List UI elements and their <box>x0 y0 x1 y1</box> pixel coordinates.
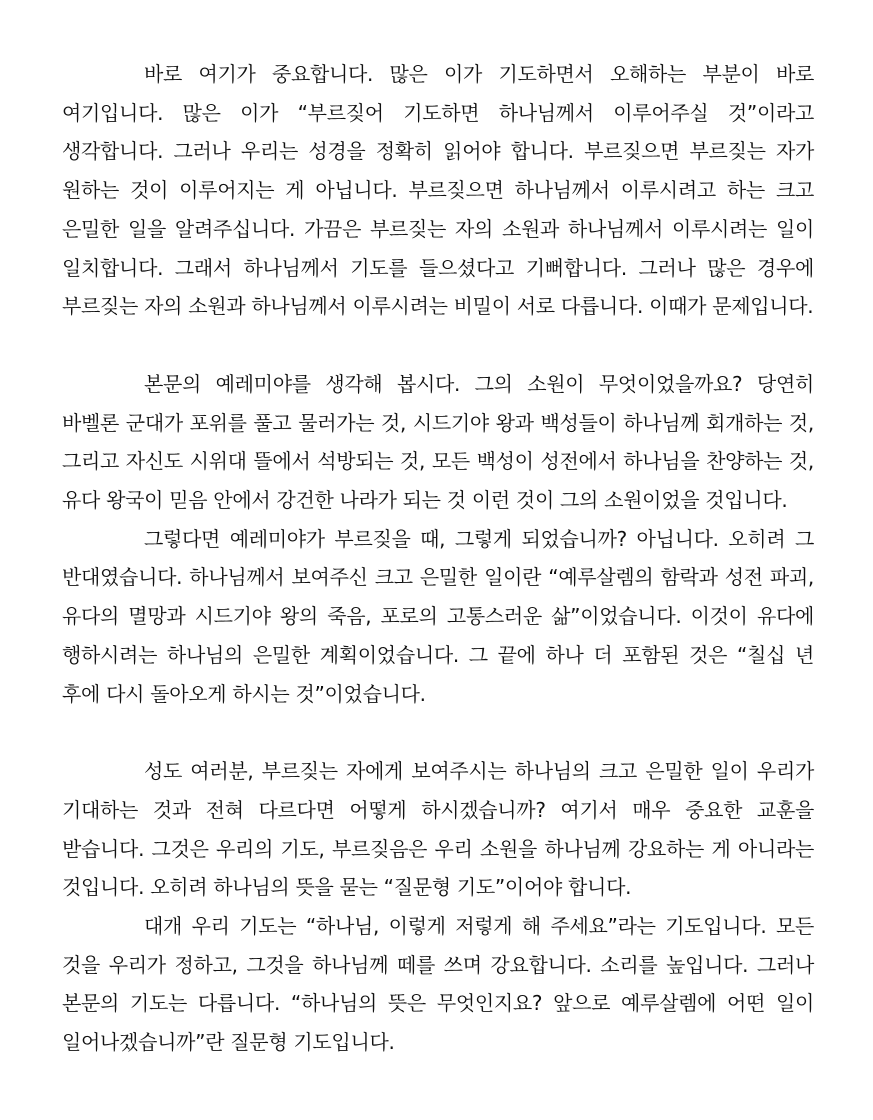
paragraph-spacer <box>62 713 814 752</box>
paragraph-3: 그렇다면 예레미야가 부르짖을 때, 그렇게 되었습니까? 아닙니다. 오히려 그 반대였습니다. 하나님께서 보여주신 크고 은밀한 일이란 “예루살렘의 함락과 성전 파괴, 유다의 멸망과 시드기야 왕의 죽음, 포로의 고통스러운 삶”이었습니다. 이것이 유다에 행하시려는 하나님의 은밀한 계획이었습니다. 그 끝에 하나 더 포함된 것은 “칠십 년 후에 다시 돌아오게 하시는 것”이었습니다. <box>62 526 814 706</box>
document-body <box>62 55 814 1062</box>
paragraph-5: 대개 우리 기도는 “하나님, 이렇게 저렇게 해 주세요”라는 기도입니다. 모든 것을 우리가 정하고, 그것을 하나님께 떼를 쓰며 강요합니다. 소리를 높입니다. 그러나 본문의 기도는 다릅니다. “하나님의 뜻은 무엇인지요? 앞으로 예루살렘에 어떤 일이 일어나겠습니까”란 질문형 기도입니다. <box>62 914 814 1055</box>
paragraph-4: 성도 여러분, 부르짖는 자에게 보여주시는 하나님의 크고 은밀한 일이 우리가 기대하는 것과 전혀 다르다면 어떻게 하시겠습니까? 여기서 매우 중요한 교훈을 받습니다. 그것은 우리의 기도, 부르짖음은 우리 소원을 하나님께 강요하는 게 아니라는 것입니다. 오히려 하나님의 뜻을 묻는 “질문형 기도”이어야 합니다. <box>62 759 814 900</box>
paragraph-spacer <box>62 326 814 365</box>
paragraph-1: 바로 여기가 중요합니다. 많은 이가 기도하면서 오해하는 부분이 바로 여기입니다. 많은 이가 “부르짖어 기도하면 하나님께서 이루어주실 것”이라고 생각합니다. 그러나 우리는 성경을 정확히 읽어야 합니다. 부르짖으면 부르짖는 자가 원하는 것이 이루어지는 게 아닙니다. 부르짖으면 하나님께서 이루시려고 하는 크고 은밀한 일을 알려주십니다. 가끔은 부르짖는 자의 소원과 하나님께서 이루시려는 일이 일치합니다. 그래서 하나님께서 기도를 들으셨다고 기뻐합니다. 그러나 많은 경우에 부르짖는 자의 소원과 하나님께서 이루시려는 비밀이 서로 다릅니다. 이때가 문제입니다. <box>62 62 814 319</box>
paragraph-2: 본문의 예레미야를 생각해 봅시다. 그의 소원이 무엇이었을까요? 당연히 바벨론 군대가 포위를 풀고 물러가는 것, 시드기야 왕과 백성들이 하나님께 회개하는 것, 그리고 자신도 시위대 뜰에서 석방되는 것, 모든 백성이 성전에서 하나님을 찬양하는 것, 유다 왕국이 믿음 안에서 강건한 나라가 되는 것 이런 것이 그의 소원이었을 것입니다. <box>62 371 814 513</box>
